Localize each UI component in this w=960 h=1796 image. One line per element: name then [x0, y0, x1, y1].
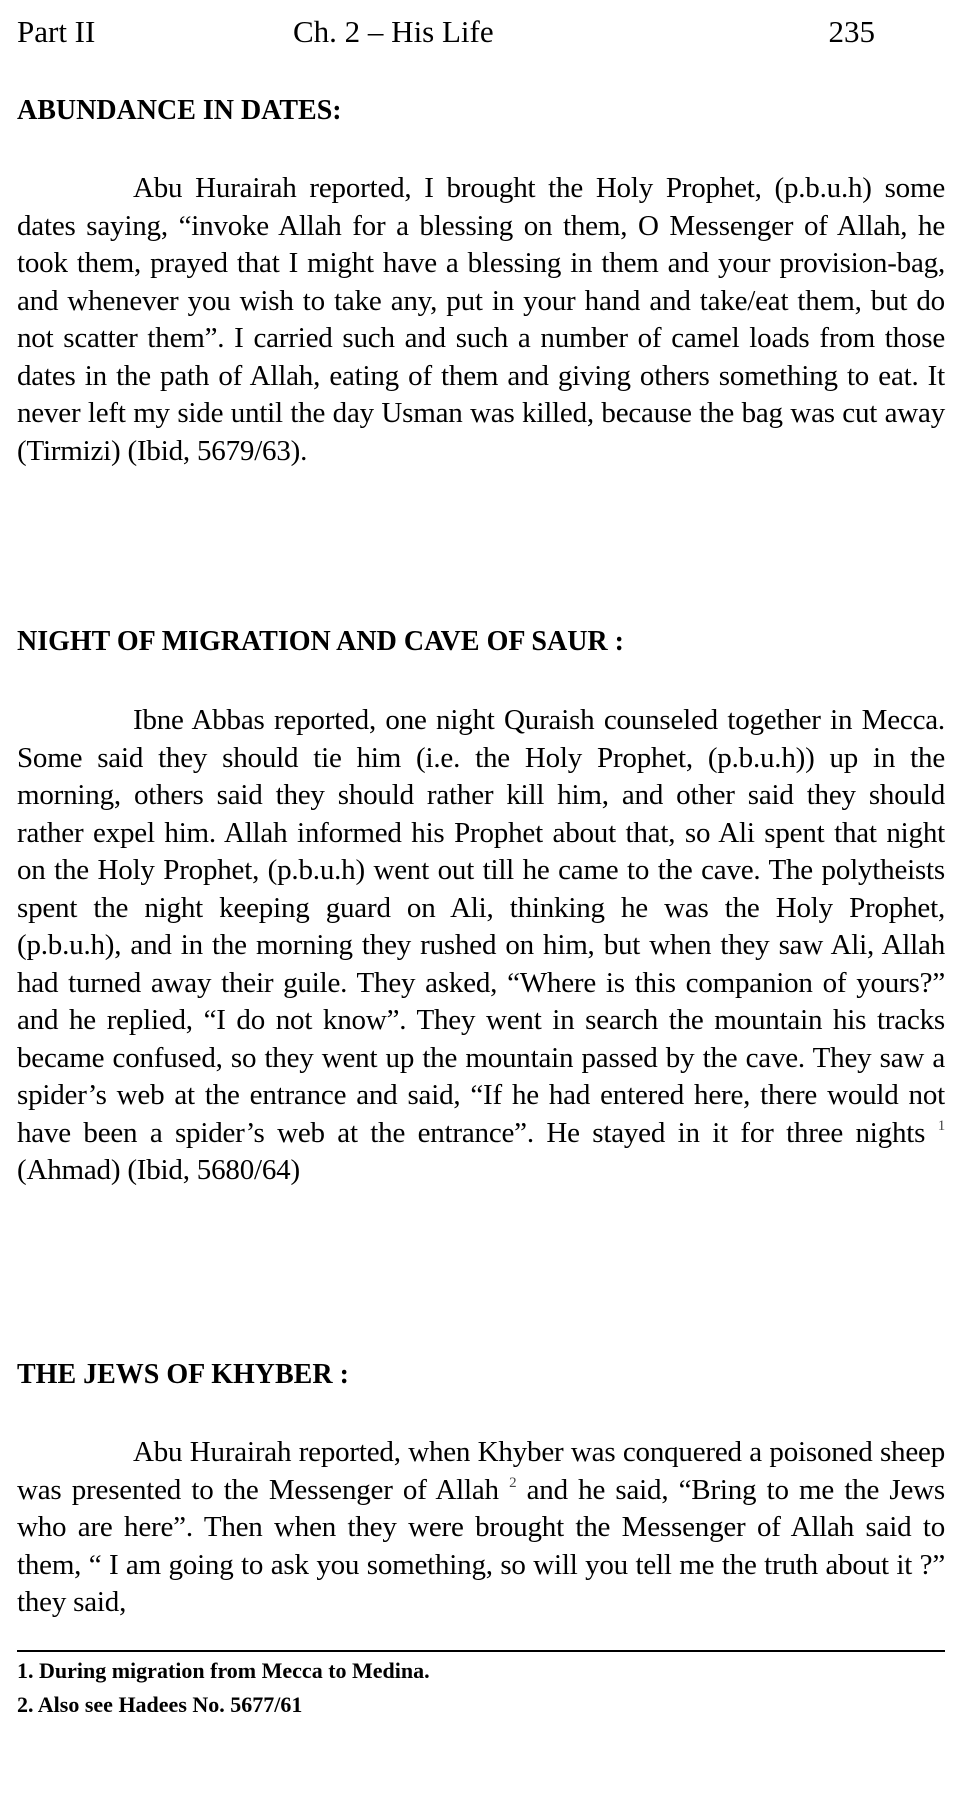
section-heading-migration: NIGHT OF MIGRATION AND CAVE OF SAUR : [17, 626, 624, 657]
footnote-1: 1. During migration from Mecca to Medina. [17, 1658, 430, 1683]
page-number: 235 [828, 14, 875, 49]
section-heading-dates: ABUNDANCE IN DATES: [17, 95, 342, 126]
paragraph-text: (Ahmad) (Ibid, 5680/64) [17, 1154, 300, 1186]
section-heading-khyber: THE JEWS OF KHYBER : [17, 1359, 349, 1390]
part-label: Part II [17, 14, 96, 49]
paragraph-text: Abu Hurairah reported, when Khyber was conquered a poisoned sheep was presented to the Messenger of Allah [17, 1436, 945, 1506]
footnote-marker: 2 [509, 1474, 517, 1491]
footnotes [17, 1654, 917, 1722]
running-header [17, 12, 875, 52]
section-paragraph-migration [17, 702, 945, 1190]
chapter-title: Ch. 2 – His Life [293, 14, 494, 49]
section-paragraph-khyber [17, 1434, 945, 1622]
footnote-divider [17, 1650, 945, 1652]
footnote-marker: 1 [937, 1117, 945, 1134]
paragraph-text: Ibne Abbas reported, one night Quraish counseled together in Mecca. Some said they should tie him (i.e. the Holy Prophet, (p.b.u.h)) up in the morning, others said they should rather kill him, and other said they should rather expel him. Allah informed his Prophet about that, so Ali spent that night on the Holy Prophet, (p.b.u.h) went out till he came to the cave. The polytheists spent the night keeping guard on Ali, thinking he was the Holy Prophet, (p.b.u.h), and in the morning they rushed on him, but when they saw Ali, Allah had turned away their guile. They asked, “Where is this companion of yours?” and he replied, “I do not know”. They went in search the mountain his tracks became confused, so they went up the mountain passed by the cave. They saw a spider’s web at the entrance and said, “If he had entered here, there would not have been a spider’s web at the entrance”. He stayed in it for three nights [17, 704, 945, 1149]
footnote-2: 2. Also see Hadees No. 5677/61 [17, 1692, 303, 1717]
section-paragraph-dates: Abu Hurairah reported, I brought the Holy Prophet, (p.b.u.h) some dates saying, “invoke Allah for a blessing on them, O Messenger of Allah, he took them, prayed that I might have a blessing in them and your provision-bag, and whenever you wish to take any, put in your hand and take/eat them, but do not scatter them”. I carried such and such a number of camel loads from those dates in the path of Allah, eating of them and giving others something to eat. It never left my side until the day Usman was killed, because the bag was cut away (Tirmizi) (Ibid, 5679/63). [17, 172, 945, 467]
paragraph-text: and he said, “Bring to me the Jews who are here”. Then when they were brought the Messenger of Allah said to them, “ I am going to ask you something, so will you tell me the truth about it ?” they said, [17, 1473, 946, 1618]
